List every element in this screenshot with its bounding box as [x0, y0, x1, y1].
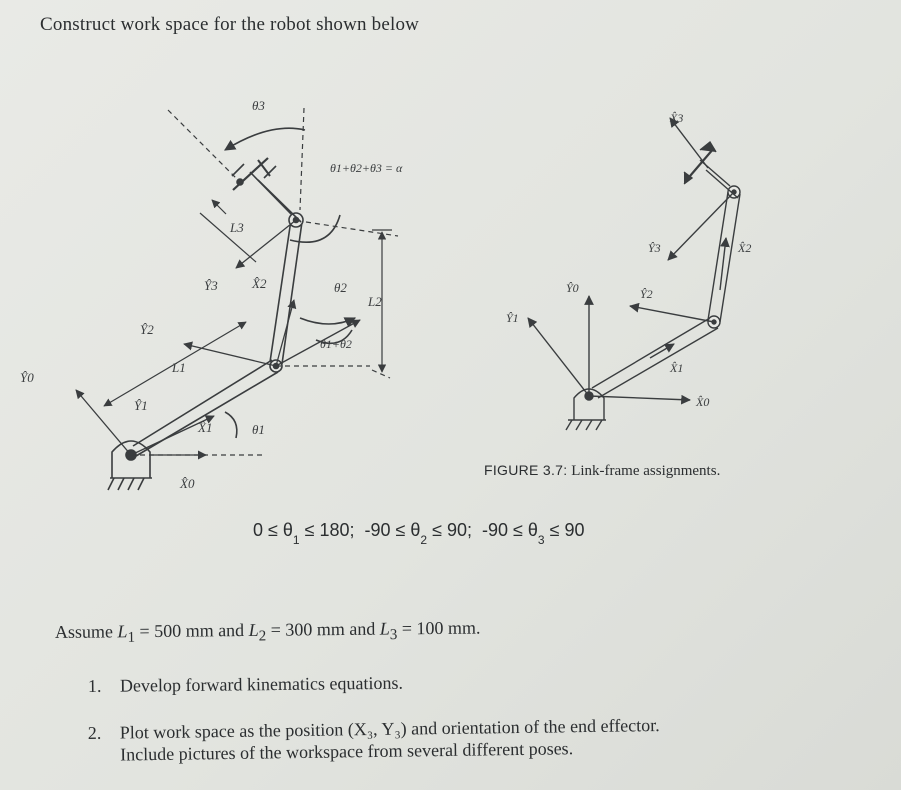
var-L1: L	[117, 621, 128, 642]
question-number: 1.	[87, 675, 102, 696]
limit-part: 0 ≤ θ	[253, 520, 293, 540]
assume-text: Assume	[54, 621, 118, 642]
question-text: Develop forward kinematics equations.	[119, 672, 404, 696]
label-y1-right: Ŷ1	[506, 311, 519, 325]
var-L2: L	[248, 619, 259, 640]
assume-text: = 300 mm and	[266, 618, 380, 640]
left-link-2	[270, 213, 303, 364]
var-sub: 3	[389, 627, 398, 644]
var-sub: 2	[258, 628, 267, 645]
label-x2-left: X̂2	[252, 276, 267, 291]
left-labels	[20, 98, 403, 491]
label-L2: L2	[368, 294, 382, 309]
limit-part: ≤ 90; -90 ≤ θ	[427, 520, 538, 540]
label-theta2: θ2	[334, 280, 347, 295]
label-x1-right: X̂1	[670, 361, 684, 375]
label-x1-left: X̂1	[198, 420, 213, 435]
label-L3: L3	[230, 220, 244, 235]
question-2	[88, 714, 660, 766]
joint-limits	[253, 520, 585, 547]
label-theta3: θ3	[252, 98, 265, 113]
figure-caption-text: Link-frame assignments.	[567, 463, 721, 479]
right-labels	[506, 111, 751, 409]
left-link-3	[232, 158, 301, 222]
label-y2-right: Ŷ2	[640, 287, 653, 301]
limit-sub: 2	[420, 533, 428, 547]
figure-caption-label: FIGURE 3.7:	[484, 462, 568, 478]
label-x0-right: X̂0	[696, 395, 710, 409]
assumption-line	[55, 618, 481, 648]
label-y0-right: Ŷ0	[566, 281, 579, 295]
var-L3: L	[379, 618, 390, 639]
label-y3-right: Ŷ3	[648, 241, 661, 255]
limit-part: ≤ 90	[544, 520, 585, 540]
label-y2-left: Ŷ2	[140, 322, 154, 337]
label-L1: L1	[172, 360, 186, 375]
question-text-continued: Include pictures of the workspace from several different poses.	[120, 738, 574, 765]
label-y3-left: Ŷ3	[204, 278, 218, 293]
label-angle-sum: θ1+θ2+θ3 = α	[330, 161, 403, 175]
label-theta1: θ1	[252, 422, 265, 437]
label-y0-left: Ŷ0	[20, 370, 34, 385]
label-x2-right: X̂2	[738, 241, 752, 255]
question-number: 2.	[87, 722, 102, 744]
label-x0-left: X̂0	[180, 476, 195, 491]
right-base	[566, 389, 606, 430]
label-theta12: θ1+θ2	[320, 337, 352, 351]
limit-sub: 3	[537, 533, 545, 547]
limit-sub: 1	[292, 533, 300, 547]
figure-caption	[484, 462, 720, 480]
var-sub: 1	[127, 629, 136, 646]
assume-text: = 100 mm.	[397, 617, 481, 639]
question-text: Plot work space as the position (X₃, Y₃) and orientation of the end effector.	[119, 715, 660, 743]
left-link-1	[133, 360, 282, 456]
right-robot-figure	[528, 118, 740, 430]
page-title: Construct work space for the robot shown below	[40, 14, 420, 35]
label-x3-right: X̂3	[670, 111, 684, 125]
limit-part: ≤ 180; -90 ≤ θ	[299, 520, 421, 540]
question-1	[88, 673, 403, 697]
assume-text: = 500 mm and	[134, 619, 249, 642]
label-y1-left: Ŷ1	[134, 398, 148, 413]
